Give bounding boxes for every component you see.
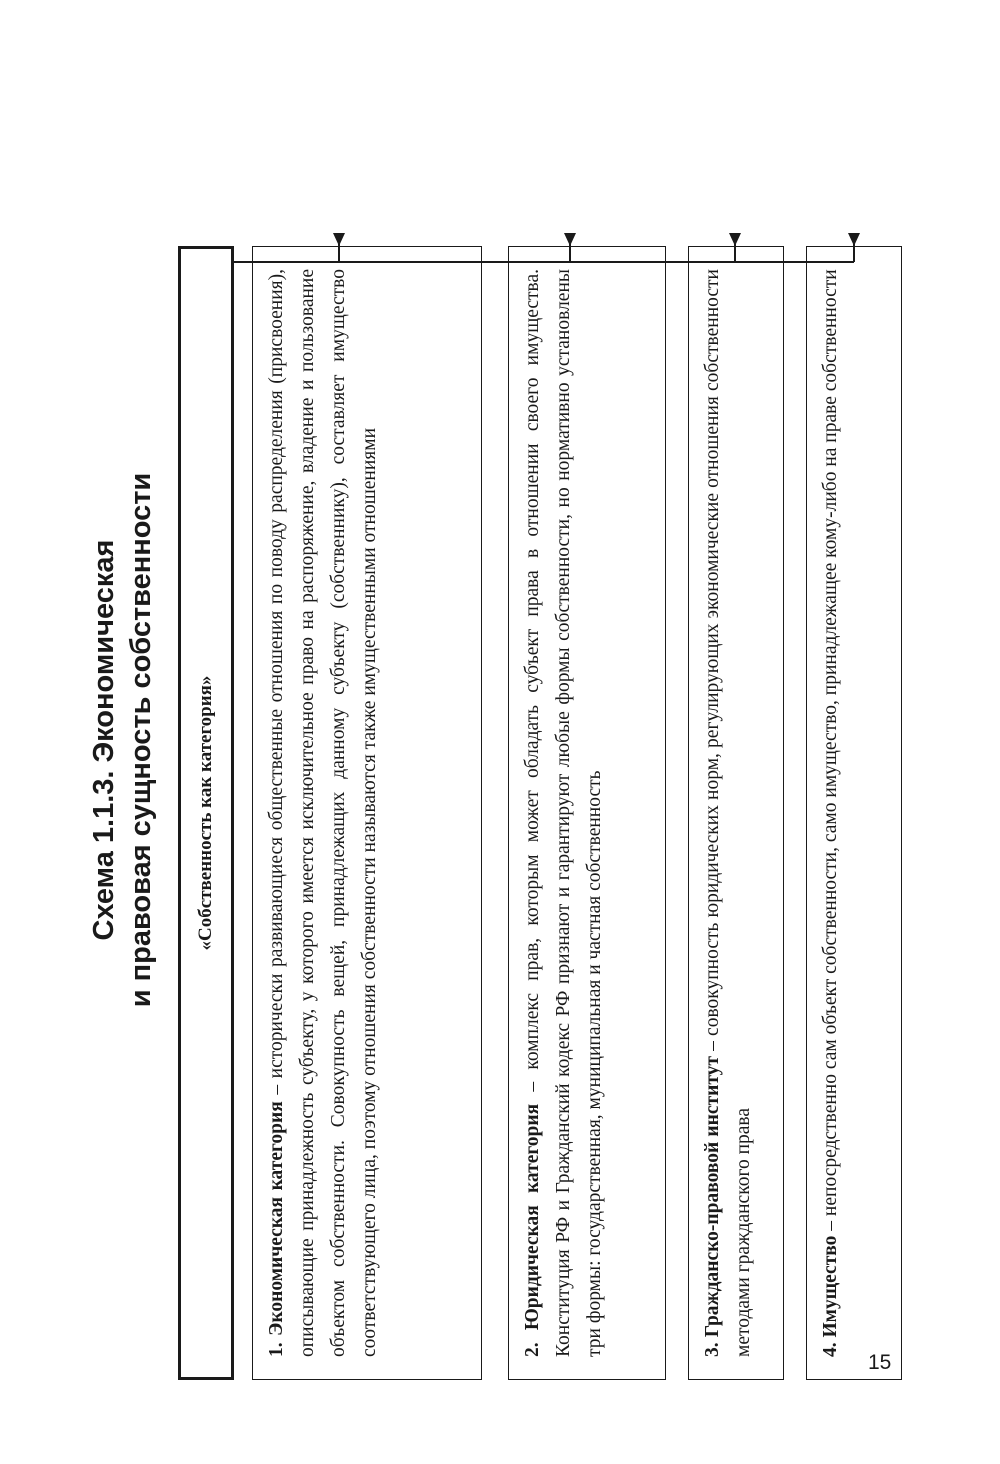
definition-term: 3. Гражданско-правовой институт [702, 1055, 723, 1357]
scheme-title-line-1: Схема 1.1.3. Экономическая [88, 539, 120, 941]
root-category-label: «Собственность как категория» [195, 675, 216, 951]
definition-text: – непосредственно сам объект собственности, само имущество, принадлежащее кому-либо на праве собственности [820, 269, 841, 1236]
arrowhead-2 [564, 233, 576, 246]
arrowhead-4 [848, 233, 860, 246]
page-number: 15 [868, 1351, 892, 1374]
arrowhead-3 [729, 233, 741, 246]
definition-term: 4. Имущество [820, 1235, 841, 1357]
scheme-title-line-2: и правовая сущность собственности [125, 472, 157, 1008]
definition-term: 2. Юридическая категория [522, 1103, 543, 1357]
definition-text: – комплекс прав, которым может обладать субъект права в отношении своего имущества. Конституция РФ и Гражданский кодекс РФ признают и гарантируют любые формы собственности, но нормативно установлены три формы: государственная, муниципальная и частная собственность [522, 268, 605, 1357]
definition-text: – исторически развивающиеся общественные отношения по поводу распределения (присвоения), описывающие принадлежность субъекту, у которого имеется исключительное право на распоряжение, владение и пользование объектом собственности. Совокупность вещей, принадлежащих данному субъекту (собственнику), составляет имущество соответствующего лица, поэтому отношения собственности называются также имущественными отношениями [266, 269, 380, 1357]
definition-term: 1. Экономическая категория [266, 1101, 287, 1357]
scheme-diagram [86, 100, 916, 1380]
arrowhead-1 [333, 233, 345, 246]
connector-lines [86, 100, 916, 1380]
definition-text: – совокупность юридических норм, регулирующих экономические отношения собственности методами гражданского права [702, 269, 754, 1357]
